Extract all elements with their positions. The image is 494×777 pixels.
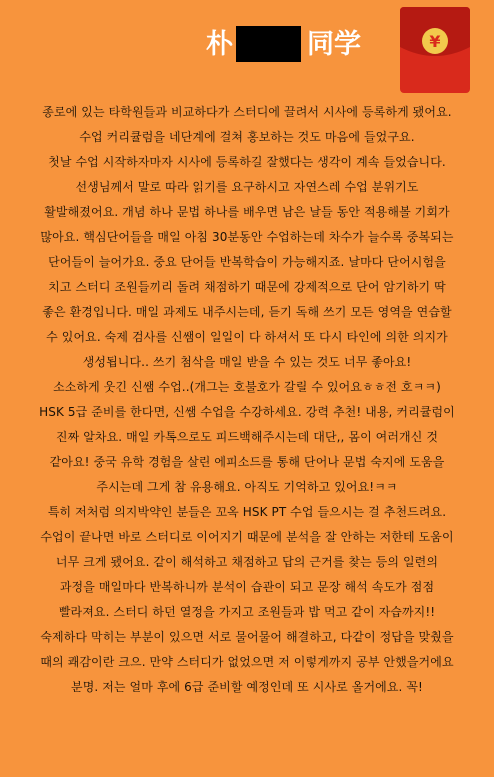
student-name-prefix: 朴	[206, 29, 233, 60]
red-envelope-icon	[400, 7, 470, 93]
text-line: 진짜 알차요. 매일 카톡으로도 피드백해주시는데 대단,, 몸이 여러개신 것	[55, 430, 439, 444]
text-line: HSK 5급 준비를 한다면, 신쌤 수업을 수강하세요. 강력 추천! 내용, 커리큘럼이	[39, 405, 455, 419]
text-line: 과정을 매일마다 반복하니까 분석이 습관이 되고 문장 해석 속도가 점점	[59, 580, 435, 594]
text-line: 주시는데 그게 참 유용해요. 아직도 기억하고 있어요!ㅋㅋ	[96, 480, 398, 494]
text-line: 특히 저처럼 의지박약인 분들은 꼬옥 HSK PT 수업 들으시는 걸 추천드려요.	[47, 505, 447, 519]
text-line: 좋은 환경입니다. 매일 과제도 내주시는데, 듣기 독해 쓰기 모든 영역을 연습할	[42, 305, 452, 319]
student-name-suffix: 同学	[307, 29, 361, 60]
text-line: 숙제하다 막히는 부분이 있으면 서로 물어물어 해결하고, 다같이 정답을 맞췄을	[40, 630, 454, 644]
text-line: 종로에 있는 타학원들과 비교하다가 스터디에 끌려서 시사에 등록하게 됐어요.	[42, 105, 452, 119]
text-line: 단어들이 늘어가요. 중요 단어들 반복학습이 가능해지죠. 날마다 단어시험을	[48, 255, 446, 269]
text-line: 너무 크게 됐어요. 같이 해석하고 채점하고 답의 근거를 찾는 등의 일련의	[55, 555, 439, 569]
text-line: 수업 커리큘럼을 네단계에 걸쳐 홍보하는 것도 마음에 들었구요.	[79, 130, 415, 144]
text-line: 첫날 수업 시작하자마자 시사에 등록하길 잘했다는 생각이 계속 들었습니다.	[48, 155, 446, 169]
text-line: 선생님께서 말로 따라 읽기를 요구하시고 자연스레 수업 분위기도	[75, 180, 419, 194]
text-line: 때의 쾌감이란 크으. 만약 스터디가 없었으면 저 이렇게까지 공부 안했을거에요	[40, 655, 454, 669]
text-line: 수업이 끝나면 바로 스터디로 이어지기 때문에 분석을 잘 안하는 저한테 도움이	[40, 530, 454, 544]
text-line: 수 있어요. 숙제 검사를 신쌤이 일일이 다 하셔서 또 다시 타인에 의한 의지가	[46, 330, 448, 344]
text-line: 같아요! 중국 유학 경험을 살린 에피소드를 통해 단어나 문법 숙지에 도움을	[49, 455, 445, 469]
redacted-name-box	[236, 26, 301, 62]
text-line: 분명. 저는 얼마 후에 6급 준비할 예정인데 또 시사로 올거에요. 꼭!	[71, 680, 423, 694]
text-line: 소소하게 웃긴 신쌤 수업..(개그는 호불호가 갈릴 수 있어요ㅎㅎ전 호ㅋㅋ)	[53, 380, 441, 394]
text-line: 생성됩니다.. 쓰기 첨삭을 매일 받을 수 있는 것도 너무 좋아요!	[82, 355, 412, 369]
header	[0, 0, 494, 98]
text-line: 활발해졌어요. 개념 하나 문법 하나를 배우면 남은 날들 동안 적용해볼 기회가	[44, 205, 450, 219]
text-line: 빨라져요. 스터디 하던 열정을 가지고 조원들과 밥 먹고 같이 자습까지!!	[58, 605, 436, 619]
review-text	[6, 100, 488, 700]
text-line: 많아요. 핵심단어들을 매일 아침 30분동안 수업하는데 차수가 늘수록 중복되는	[40, 230, 454, 244]
envelope-glyph: ¥	[429, 32, 441, 51]
text-line: 치고 스터디 조원들끼리 돌려 채점하기 때문에 강제적으로 단어 암기하기 딱	[48, 280, 446, 294]
